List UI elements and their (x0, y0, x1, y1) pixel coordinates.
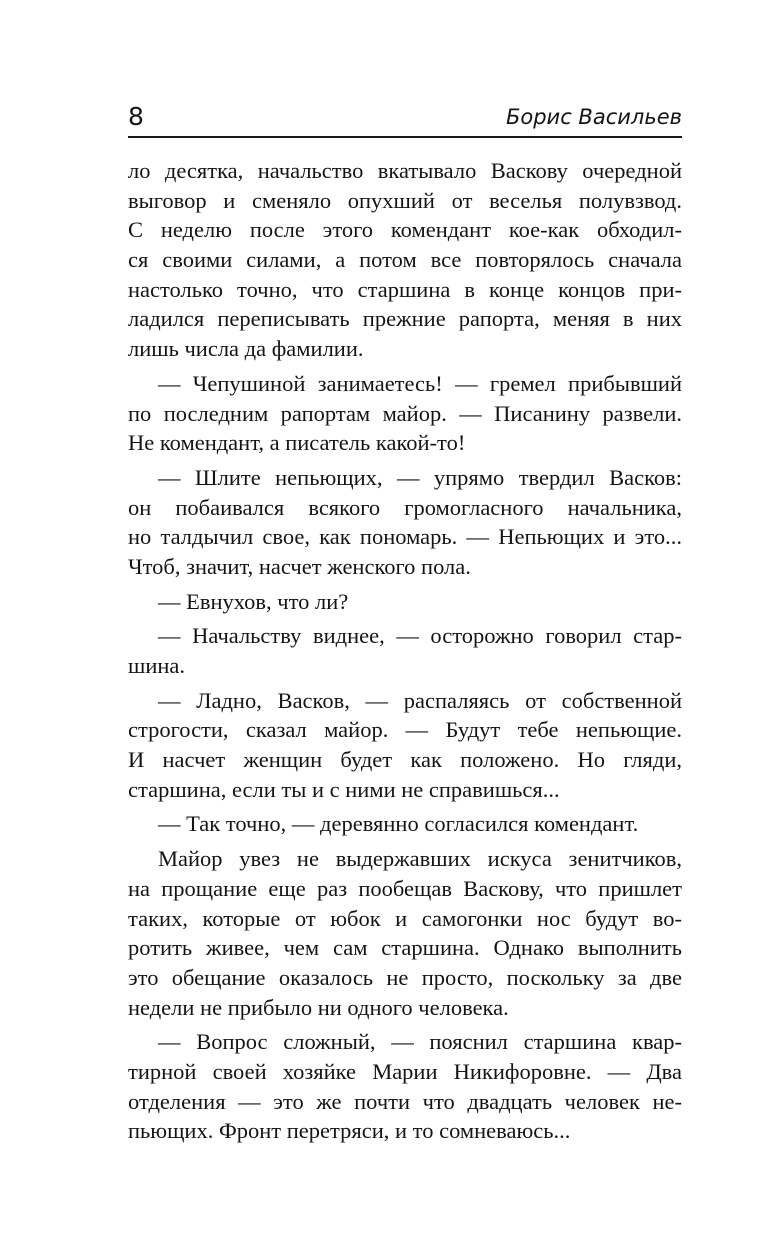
text-line: ся своими силами, а потом все повторялось сначала (128, 247, 682, 273)
running-head-author: Борис Васильев (505, 105, 682, 129)
paragraph (128, 621, 682, 680)
text-line: выговор и сменяло опухший от веселья полувзвод. (128, 187, 682, 213)
page-number: 8 (128, 102, 144, 131)
text-line: недели не прибыло ни одного человека. (128, 994, 509, 1020)
text-line: лишь числа да фамилии. (128, 336, 364, 362)
text-line: — Шлите непьющих, — упрямо твердил Васков: (158, 464, 682, 490)
text-line: тирной своей хозяйке Марии Никифоровне. — Два (128, 1058, 682, 1084)
paragraph (128, 686, 682, 805)
paragraph (128, 587, 682, 617)
text-line: на прощание еще раз пообещав Васкову, что пришлет (128, 875, 682, 901)
text-line: строгости, сказал майор. — Будут тебе непьющие. (128, 717, 682, 743)
paragraph (128, 1027, 682, 1146)
text-line: — Евнухов, что ли? (158, 588, 349, 614)
text-line: С неделю после этого комендант кое-как обходил- (128, 217, 682, 243)
text-line: это обещание оказалось не просто, поскольку за две (128, 964, 682, 990)
text-line: — Ладно, Васков, — распаляясь от собственной (158, 687, 682, 713)
paragraph (128, 369, 682, 458)
text-line: отделения — это же почти что двадцать человек не- (128, 1088, 682, 1114)
text-line: шина. (128, 653, 186, 678)
text-line: — Так точно, — деревянно согласился комендант. (158, 811, 639, 837)
text-line: Майор увез не выдержавших искуса зенитчиков, (158, 846, 682, 872)
text-line: таких, которые от юбок и самогонки нос будут во- (128, 905, 682, 931)
paragraph (128, 809, 682, 839)
text-line: старшина, если ты и с ними не справишься... (128, 776, 560, 802)
text-line: ладился переписывать прежние рапорта, меняя в них (128, 306, 682, 332)
text-line: но талдычил свое, как пономарь. — Непьющих и это... (128, 524, 682, 550)
text-line: И насчет женщин будет как положено. Но гляди, (128, 747, 682, 773)
text-line: настолько точно, что старшина в конце концов при- (128, 276, 682, 302)
page-header (128, 102, 682, 138)
paragraph (128, 156, 682, 364)
text-line: он побаивался всякого громогласного начальника, (128, 494, 682, 520)
text-line: Чтоб, значит, насчет женского пола. (128, 553, 471, 579)
body-text (128, 156, 682, 1151)
text-line: пьющих. Фронт перетряси, и то сомневаюсь... (128, 1118, 571, 1144)
text-line: — Начальству виднее, — осторожно говорил стар- (158, 623, 682, 649)
text-line: Не комендант, а писатель какой-то! (128, 430, 466, 456)
text-line: — Чепушиной занимаетесь! — гремел прибывший (158, 370, 682, 396)
text-line: ло десятка, начальство вкатывало Васкову очередной (128, 158, 682, 183)
text-line: — Вопрос сложный, — пояснил старшина квар- (158, 1029, 682, 1055)
paragraph (128, 463, 682, 582)
paragraph (128, 844, 682, 1022)
text-line: по последним рапортам майор. — Писанину развели. (128, 400, 682, 426)
text-line: ротить живее, чем сам старшина. Однако выполнить (128, 935, 682, 961)
